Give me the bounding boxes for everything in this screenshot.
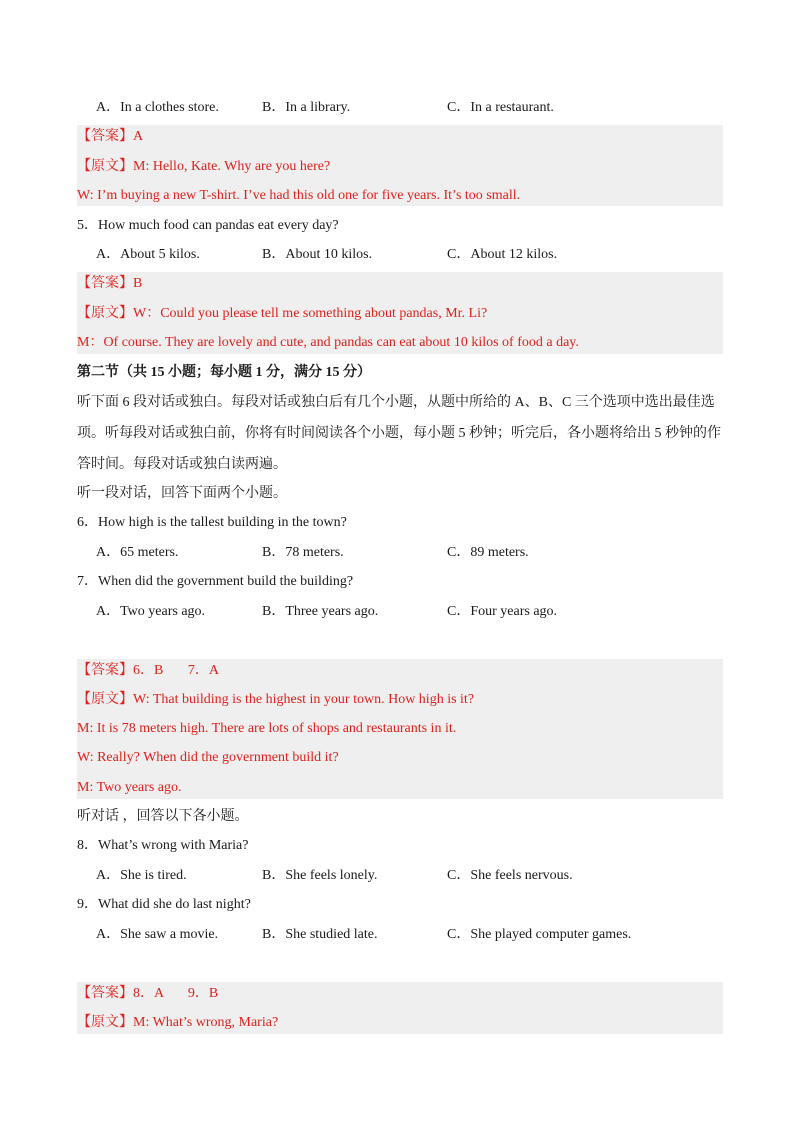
q6-option-c: C．89 meters. bbox=[447, 545, 529, 560]
dialogue-prompt-2: 听对话 ，回答以下各小题。 bbox=[77, 809, 249, 824]
q6-option-b: B．78 meters. bbox=[262, 545, 344, 560]
script-text: M: Hello, Kate. Why are you here? bbox=[133, 159, 331, 174]
q5-answer bbox=[77, 275, 142, 293]
instructions-line-2: 项。听每段对话或独白前，你将有时间阅读各个小题，每小题 5 秒钟；听完后，各小题将给出 5 秒钟的作 bbox=[77, 426, 721, 441]
q6-7-script-line-1 bbox=[77, 691, 474, 709]
answer-value: 8．A 9．B bbox=[133, 986, 219, 1001]
q5-script-line-2: M：Of course. They are lovely and cute, and pandas can eat about 10 kilos of food a day. bbox=[77, 335, 579, 350]
q5-option-c: C．About 12 kilos. bbox=[447, 247, 558, 262]
instructions-line-1: 听下面 6 段对话或独白。每段对话或独白后有几个小题，从题中所给的 A、B、C 三个选项中选出最佳选 bbox=[77, 395, 715, 410]
q4-answer bbox=[77, 128, 143, 146]
q8-9-script-line-1 bbox=[77, 1014, 278, 1032]
script-label: 【原文】 bbox=[77, 692, 133, 707]
q7-option-b: B．Three years ago. bbox=[262, 604, 379, 619]
q6-7-script-line-2: M: It is 78 meters high. There are lots of shops and restaurants in it. bbox=[77, 721, 457, 736]
q4-script-line-2: W: I’m buying a new T-shirt. I’ve had this old one for five years. It’s too small. bbox=[77, 188, 521, 203]
script-label: 【原文】 bbox=[77, 1015, 133, 1030]
script-label: 【原文】 bbox=[77, 306, 133, 321]
q8-option-a: A．She is tired. bbox=[96, 868, 187, 883]
q6-option-a: A．65 meters. bbox=[96, 545, 179, 560]
q9-option-b: B．She studied late. bbox=[262, 927, 378, 942]
q9-question: 9．What did she do last night? bbox=[77, 897, 251, 912]
q8-option-c: C．She feels nervous. bbox=[447, 868, 573, 883]
section-heading: 第二节（共 15 小题；每小题 1 分，满分 15 分） bbox=[77, 365, 371, 380]
answer-value: A bbox=[133, 129, 144, 144]
q4-option-a: A．In a clothes store. bbox=[96, 100, 219, 115]
q8-question: 8．What’s wrong with Maria? bbox=[77, 838, 249, 853]
q5-question: 5．How much food can pandas eat every day? bbox=[77, 218, 339, 233]
answer-label: 【答案】 bbox=[77, 663, 133, 678]
script-label: 【原文】 bbox=[77, 159, 133, 174]
q9-option-a: A．She saw a movie. bbox=[96, 927, 219, 942]
answer-value: B bbox=[133, 276, 143, 291]
q6-7-answer bbox=[77, 662, 219, 680]
answer-label: 【答案】 bbox=[77, 276, 133, 291]
script-text: W：Could you please tell me something about pandas, Mr. Li? bbox=[133, 306, 488, 321]
q4-script-line-1 bbox=[77, 158, 330, 176]
script-text: M: What’s wrong, Maria? bbox=[133, 1015, 279, 1030]
q4-option-c: C．In a restaurant. bbox=[447, 100, 554, 115]
q7-option-a: A．Two years ago. bbox=[96, 604, 206, 619]
q6-7-script-line-4: M: Two years ago. bbox=[77, 780, 182, 795]
q4-option-b: B．In a library. bbox=[262, 100, 351, 115]
answer-label: 【答案】 bbox=[77, 129, 133, 144]
answer-value: 6．B 7．A bbox=[133, 663, 219, 678]
q5-option-a: A．About 5 kilos. bbox=[96, 247, 200, 262]
q5-option-b: B．About 10 kilos. bbox=[262, 247, 373, 262]
script-text: W: That building is the highest in your town. How high is it? bbox=[133, 692, 475, 707]
dialogue-prompt-1: 听一段对话，回答下面两个小题。 bbox=[77, 486, 287, 501]
q6-question: 6．How high is the tallest building in the town? bbox=[77, 515, 347, 530]
q8-option-b: B．She feels lonely. bbox=[262, 868, 378, 883]
q8-9-answer bbox=[77, 985, 218, 1003]
q7-option-c: C．Four years ago. bbox=[447, 604, 558, 619]
answer-label: 【答案】 bbox=[77, 986, 133, 1001]
q9-option-c: C．She played computer games. bbox=[447, 927, 632, 942]
q5-script-line-1 bbox=[77, 305, 487, 323]
q6-7-script-line-3: W: Really? When did the government build it? bbox=[77, 750, 339, 765]
instructions-line-3: 答时间。每段对话或独白读两遍。 bbox=[77, 457, 287, 472]
q7-question: 7．When did the government build the building? bbox=[77, 574, 354, 589]
